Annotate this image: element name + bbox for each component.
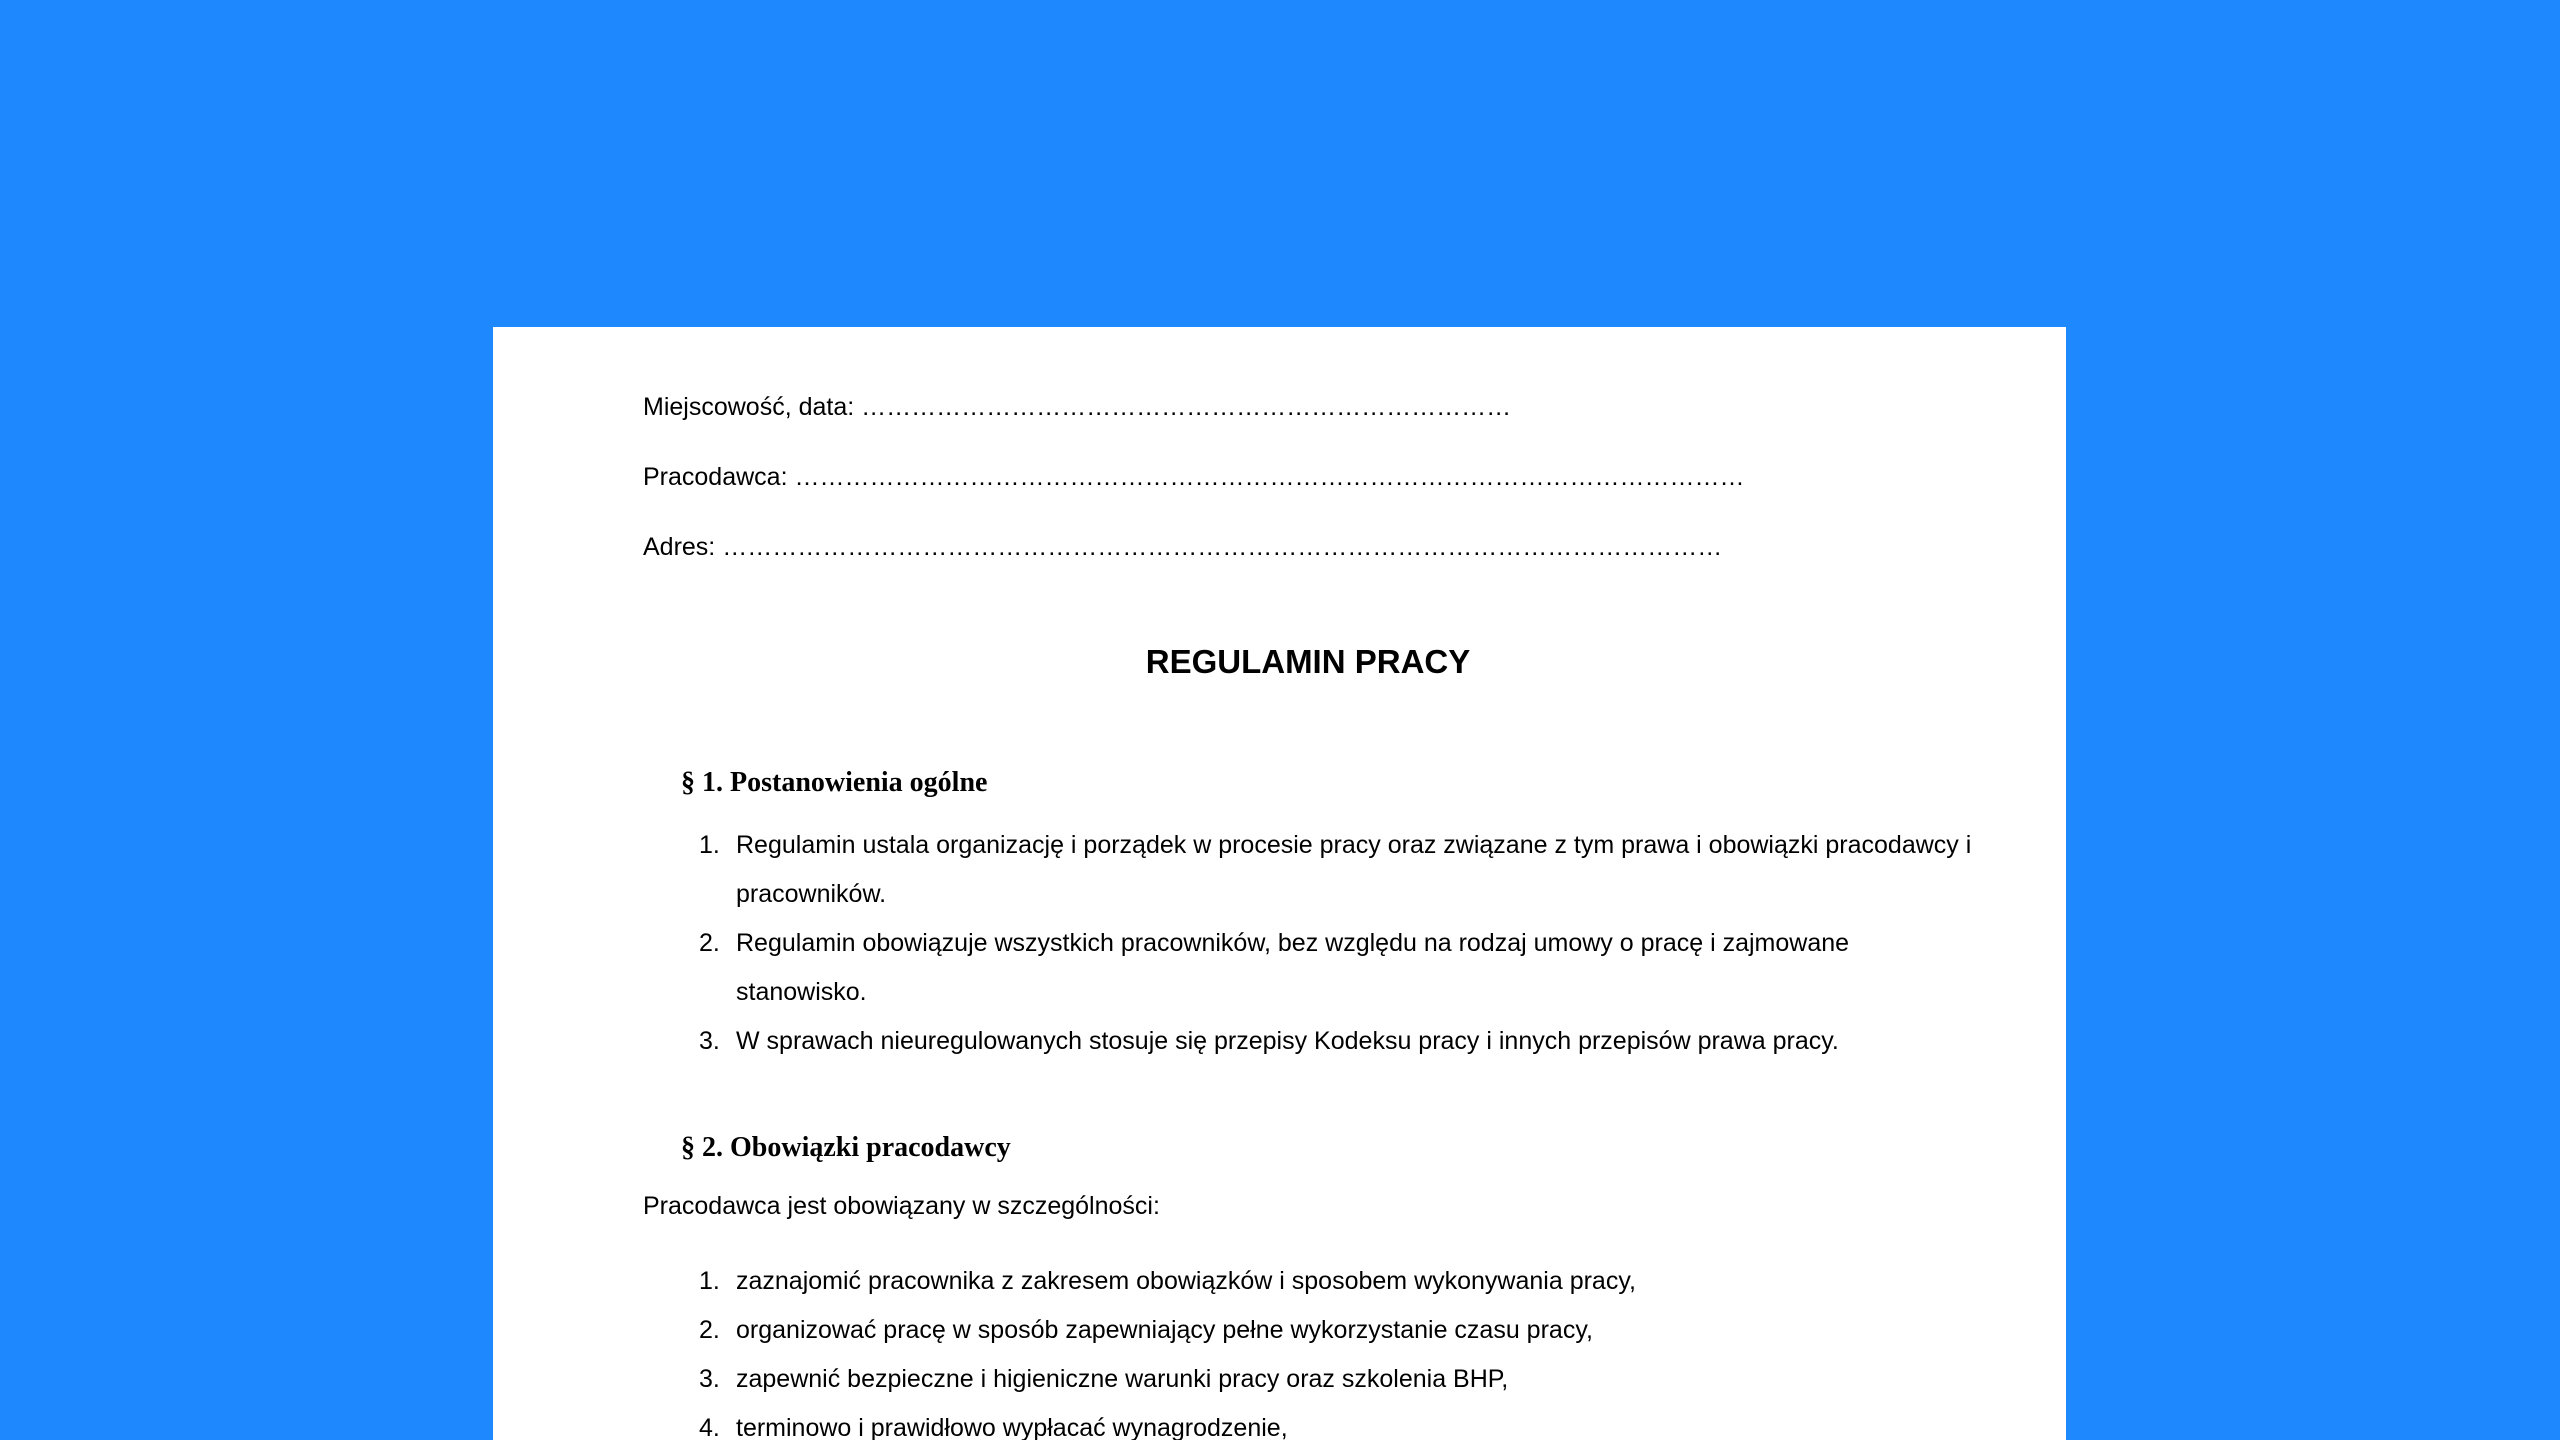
list-item-text: zapewnić bezpieczne i higieniczne warunki pracy oraz szkolenia BHP, <box>736 1365 1509 1393</box>
list-item <box>643 1257 1973 1306</box>
list-item <box>643 1017 1973 1066</box>
section-2-heading: § 2. Obowiązki pracodawcy <box>681 1132 1011 1163</box>
document-title: REGULAMIN PRACY <box>1145 643 1471 680</box>
list-item-number: 2. <box>699 929 720 957</box>
address-field: Adres: ………………………………………………………………………………………………………… <box>643 533 1723 561</box>
list-item-text: terminowo i prawidłowo wypłacać wynagrodzenie, <box>736 1414 1288 1440</box>
list-item-text: W sprawach nieuregulowanych stosuje się przepisy Kodeksu pracy i innych przepisów prawa pracy. <box>736 1027 1839 1055</box>
list-item <box>643 919 1973 1017</box>
list-item-text: Regulamin obowiązuje wszystkich pracowników, bez względu na rodzaj umowy o pracę i zajmowane stanowisko. <box>736 929 1850 1006</box>
list-item-number: 1. <box>699 831 720 859</box>
list-item-number: 3. <box>699 1365 720 1393</box>
list-item <box>643 821 1973 919</box>
list-item-number: 2. <box>699 1316 720 1344</box>
list-item-text: zaznajomić pracownika z zakresem obowiązków i sposobem wykonywania pracy, <box>736 1267 1636 1295</box>
list-item-number: 1. <box>699 1267 720 1295</box>
list-item-number: 3. <box>699 1027 720 1055</box>
list-item <box>643 1404 1973 1440</box>
section-2-intro: Pracodawca jest obowiązany w szczególności: <box>643 1192 1160 1220</box>
list-item <box>643 1355 1973 1404</box>
employer-field: Pracodawca: …………………………………………………………………………………………………… <box>643 463 1745 491</box>
section-1-list <box>643 821 1973 1066</box>
document-page <box>493 327 2066 1440</box>
section-2-list <box>643 1257 1973 1440</box>
list-item <box>643 1306 1973 1355</box>
section-1-heading: § 1. Postanowienia ogólne <box>681 767 988 798</box>
list-item-text: organizować pracę w sposób zapewniający pełne wykorzystanie czasu pracy, <box>736 1316 1593 1344</box>
list-item-text: Regulamin ustala organizację i porządek w procesie pracy oraz związane z tym prawa i obowiązki pracodawcy i pracowników. <box>736 831 1972 908</box>
list-item-number: 4. <box>699 1414 720 1440</box>
place-date-field: Miejscowość, data: …………………………………………………………………… <box>643 393 1512 421</box>
